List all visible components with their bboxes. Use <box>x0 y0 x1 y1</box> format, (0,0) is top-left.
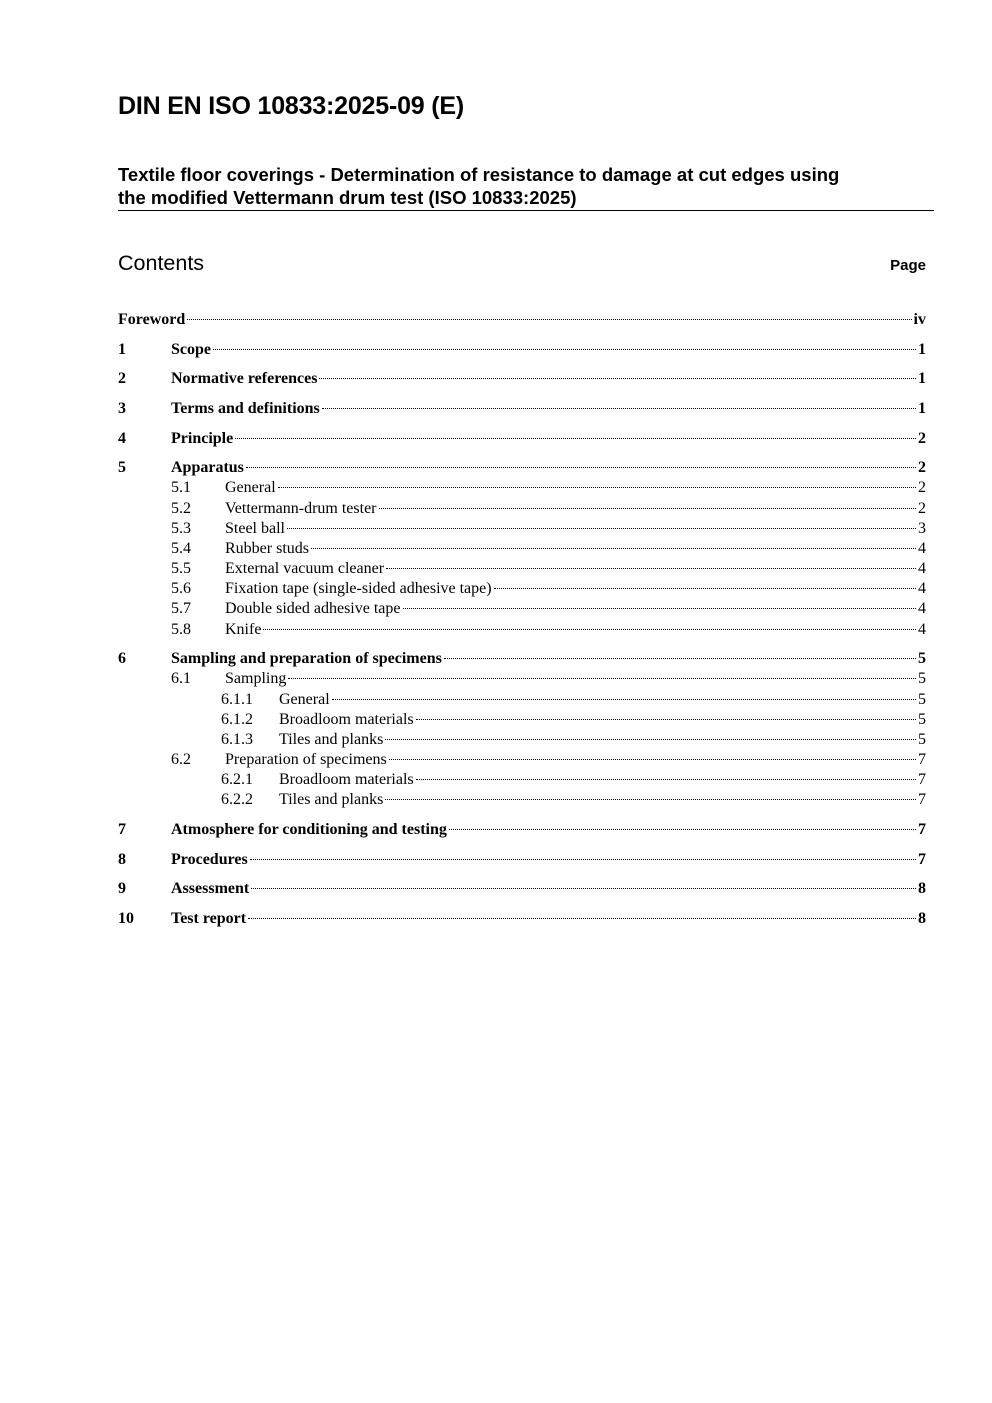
toc-entry-title: Atmosphere for conditioning and testing <box>171 821 447 838</box>
toc-entry-page: iv <box>913 311 926 328</box>
toc-entry-page: 8 <box>918 910 926 927</box>
toc-entry-title: Double sided adhesive tape <box>225 600 401 617</box>
toc-entry-title: Knife <box>225 621 262 638</box>
toc-entry-title: Sampling and preparation of specimens <box>171 650 442 667</box>
toc-entry-page: 2 <box>918 479 926 496</box>
toc-entry-number: 5.4 <box>171 540 191 557</box>
toc-entry[interactable] <box>118 750 926 770</box>
document-title-line-1: Textile floor coverings - Determination of resistance to damage at cut edges using <box>118 164 840 185</box>
toc-entry-title: Broadloom materials <box>279 711 414 728</box>
toc-entry[interactable] <box>118 340 926 360</box>
toc-entry[interactable] <box>118 850 926 870</box>
toc-entry-page: 4 <box>918 621 926 638</box>
toc-entry[interactable] <box>118 620 926 640</box>
toc-entry-page: 5 <box>918 731 926 748</box>
toc-leader-dots <box>235 438 916 439</box>
toc-entry-number: 6.1.2 <box>221 711 253 728</box>
toc-leader-dots <box>311 548 916 549</box>
toc-leader-dots <box>319 378 916 379</box>
toc-leader-dots <box>403 608 917 609</box>
toc-entry-title: General <box>225 479 276 496</box>
toc-entry-page: 3 <box>918 520 926 537</box>
toc-entry-page: 2 <box>918 459 926 476</box>
toc-entry-number: 6.2.2 <box>221 791 253 808</box>
toc-entry-number: 5.6 <box>171 580 191 597</box>
toc-entry-number: 7 <box>118 821 126 838</box>
toc-entry[interactable] <box>118 690 926 710</box>
toc-entry[interactable] <box>118 478 926 498</box>
toc-entry[interactable] <box>118 519 926 539</box>
toc-entry[interactable] <box>118 599 926 619</box>
toc-leader-dots <box>332 699 916 700</box>
toc-entry-number: 1 <box>118 341 126 358</box>
toc-entry-page: 4 <box>918 560 926 577</box>
toc-leader-dots <box>444 658 916 659</box>
toc-entry-page: 5 <box>918 691 926 708</box>
toc-leader-dots <box>416 719 916 720</box>
toc-entry-number: 4 <box>118 430 126 447</box>
toc-entry-title: Vettermann-drum tester <box>225 500 377 517</box>
toc-entry[interactable] <box>118 458 926 478</box>
toc-entry-title: Normative references <box>171 370 318 387</box>
toc-entry-number: 5.2 <box>171 500 191 517</box>
toc-leader-dots <box>246 467 916 468</box>
toc-entry-number: 5 <box>118 459 126 476</box>
toc-entry-page: 1 <box>918 400 926 417</box>
toc-entry-title: Assessment <box>171 880 250 897</box>
toc-leader-dots <box>385 799 916 800</box>
toc-entry[interactable] <box>118 909 926 929</box>
toc-entry-title: Foreword <box>118 311 186 328</box>
toc-entry-title: Steel ball <box>225 520 285 537</box>
toc-entry-page: 7 <box>918 751 926 768</box>
toc-entry-title: Tiles and planks <box>279 731 384 748</box>
toc-entry-page: 2 <box>918 500 926 517</box>
toc-entry-title: Scope <box>171 341 211 358</box>
toc-entry-title: Sampling <box>225 670 287 687</box>
toc-entry-number: 6.2 <box>171 751 191 768</box>
toc-entry-page: 8 <box>918 880 926 897</box>
toc-entry-title: Rubber studs <box>225 540 309 557</box>
toc-entry[interactable] <box>118 399 926 419</box>
toc-entry-number: 6.1.1 <box>221 691 253 708</box>
toc-entry-title: External vacuum cleaner <box>225 560 385 577</box>
toc-entry-title: Fixation tape (single-sided adhesive tape) <box>225 580 492 597</box>
toc-entry-number: 8 <box>118 851 126 868</box>
toc-entry-page: 1 <box>918 370 926 387</box>
toc-leader-dots <box>250 859 916 860</box>
toc-entry[interactable] <box>118 669 926 689</box>
toc-entry-foreword[interactable] <box>118 310 926 330</box>
toc-entry-title: Terms and definitions <box>171 400 320 417</box>
toc-entry-page: 4 <box>918 540 926 557</box>
toc-entry-number: 5.5 <box>171 560 191 577</box>
toc-leader-dots <box>386 568 916 569</box>
toc-entry-page: 7 <box>918 771 926 788</box>
toc-entry-page: 2 <box>918 430 926 447</box>
toc-leader-dots <box>494 588 916 589</box>
document-number: DIN EN ISO 10833:2025-09 (E) <box>118 92 464 120</box>
toc-leader-dots <box>248 918 916 919</box>
toc-entry-page: 1 <box>918 341 926 358</box>
toc-entry-title: General <box>279 691 330 708</box>
toc-entry[interactable] <box>118 770 926 790</box>
toc-entry-number: 6.2.1 <box>221 771 253 788</box>
toc-entry[interactable] <box>118 879 926 899</box>
toc-entry-page: 7 <box>918 851 926 868</box>
toc-leader-dots <box>287 528 916 529</box>
toc-leader-dots <box>385 739 916 740</box>
toc-entry-page: 4 <box>918 600 926 617</box>
toc-entry-title: Procedures <box>171 851 248 868</box>
toc-leader-dots <box>213 349 916 350</box>
toc-entry-number: 6.1.3 <box>221 731 253 748</box>
toc-entry-title: Test report <box>171 910 247 927</box>
contents-heading: Contents <box>118 251 205 275</box>
toc-entry-number: 5.3 <box>171 520 191 537</box>
toc-entry[interactable] <box>118 499 926 519</box>
toc-entry-title: Principle <box>171 430 234 447</box>
toc-leader-dots <box>416 779 916 780</box>
toc-entry-number: 10 <box>118 910 134 927</box>
page-column-heading: Page <box>890 257 926 274</box>
toc-entry-title: Tiles and planks <box>279 791 384 808</box>
toc-entry-number: 5.1 <box>171 479 191 496</box>
toc-leader-dots <box>322 408 916 409</box>
toc-entry-page: 5 <box>918 650 926 667</box>
toc-leader-dots <box>278 487 916 488</box>
toc-leader-dots <box>251 888 916 889</box>
toc-entry-page: 7 <box>918 791 926 808</box>
toc-leader-dots <box>389 759 916 760</box>
toc-entry[interactable] <box>118 559 926 579</box>
document-title <box>118 163 934 211</box>
toc-entry-title: Broadloom materials <box>279 771 414 788</box>
toc-entry-number: 5.8 <box>171 621 191 638</box>
toc-entry-number: 2 <box>118 370 126 387</box>
toc-entry-page: 5 <box>918 711 926 728</box>
toc-entry-number: 6 <box>118 650 126 667</box>
toc-entry[interactable] <box>118 730 926 750</box>
toc-entry-title: Preparation of specimens <box>225 751 387 768</box>
toc-entry-number: 9 <box>118 880 126 897</box>
toc-entry-number: 3 <box>118 400 126 417</box>
toc-entry-page: 7 <box>918 821 926 838</box>
toc-entry[interactable] <box>118 539 926 559</box>
toc-leader-dots <box>379 508 917 509</box>
toc-leader-dots <box>449 829 916 830</box>
toc-entry[interactable] <box>118 369 926 389</box>
document-title-line-2: the modified Vettermann drum test (ISO 10833:2025) <box>118 187 577 208</box>
toc-entry-page: 4 <box>918 580 926 597</box>
toc-entry[interactable] <box>118 649 926 669</box>
toc-leader-dots <box>288 678 916 679</box>
toc-entry[interactable] <box>118 820 926 840</box>
toc-entry-title: Apparatus <box>171 459 244 476</box>
toc-leader-dots <box>263 629 916 630</box>
toc-entry[interactable] <box>118 429 926 449</box>
toc-entry-number: 5.7 <box>171 600 191 617</box>
toc-entry[interactable] <box>118 579 926 599</box>
toc-leader-dots <box>187 319 911 320</box>
toc-entry-page: 5 <box>918 670 926 687</box>
toc-entry[interactable] <box>118 710 926 730</box>
toc-entry[interactable] <box>118 790 926 810</box>
toc-entry-number: 6.1 <box>171 670 191 687</box>
